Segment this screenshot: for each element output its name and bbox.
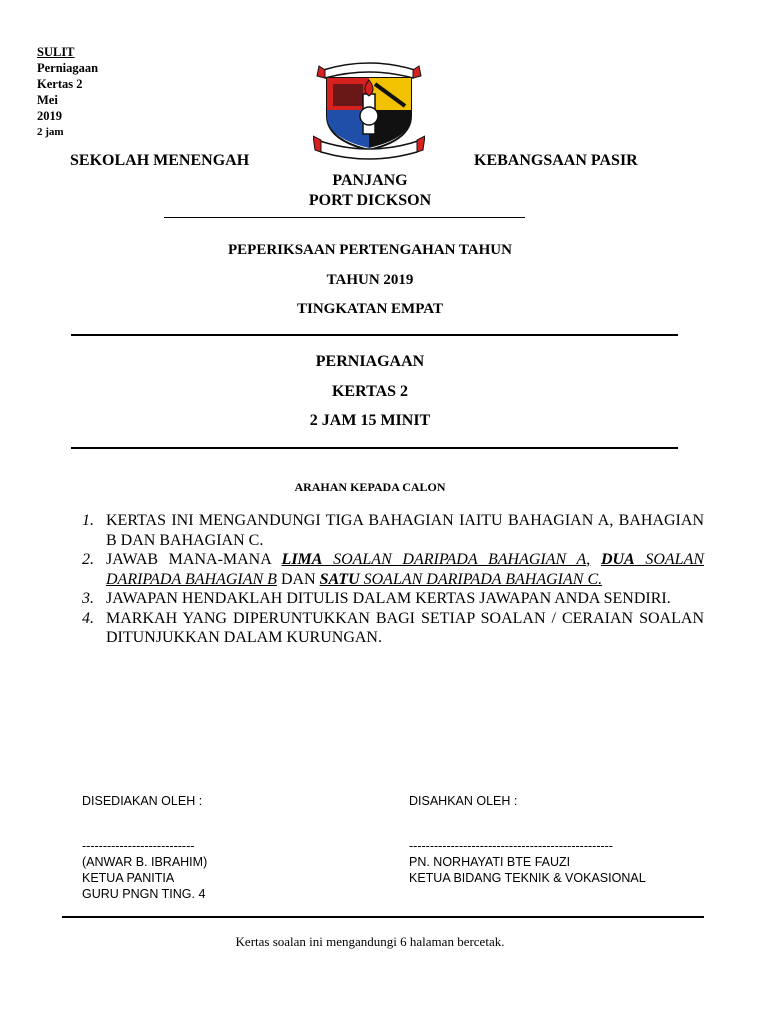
instruction-section-a: SOALAN DARIPADA BAHAGIAN A <box>322 551 587 568</box>
instruction-number: 2. <box>82 551 94 568</box>
duration-label: 2 jam <box>37 126 64 138</box>
confidential-label: SULIT <box>37 45 75 59</box>
prepared-role: GURU PNGN TING. 4 <box>82 887 206 901</box>
prepared-by-label: DISEDIAKAN OLEH : <box>82 794 203 808</box>
instruction-comma: , <box>586 551 591 568</box>
paper-label: Kertas 2 <box>37 77 83 91</box>
approved-by-block <box>409 854 646 886</box>
divider <box>164 217 525 218</box>
instruction-item <box>82 550 704 589</box>
instructions-list <box>82 511 704 648</box>
instructions-heading: ARAHAN KEPADA CALON <box>294 480 446 494</box>
school-crest-icon <box>313 58 425 162</box>
prepared-name: (ANWAR B. IBRAHIM) <box>82 855 208 869</box>
instruction-item <box>82 609 704 648</box>
paper-subject: PERNIAGAAN <box>315 353 425 370</box>
approved-by-label: DISAHKAN OLEH : <box>409 794 518 808</box>
instruction-text: JAWAB MANA-MANA <box>106 551 282 568</box>
instruction-section-c: SOALAN DARIPADA BAHAGIAN C. <box>359 570 603 588</box>
school-location: PORT DICKSON <box>308 192 432 209</box>
instruction-text: KERTAS INI MENGANDUNGI TIGA BAHAGIAN IAITU BAHAGIAN A, BAHAGIAN B DAN BAHAGIAN C. <box>106 512 704 549</box>
instruction-text: MARKAH YANG DIPERUNTUKKAN BAGI SETIAP SOALAN / CERAIAN SOALAN DITUNJUKKAN DALAM KURUNGAN. <box>106 609 704 646</box>
approved-role: KETUA BIDANG TEKNIK & VOKASIONAL <box>409 871 646 885</box>
instruction-number: 3. <box>82 590 94 607</box>
instruction-item <box>82 511 704 550</box>
divider <box>71 334 678 336</box>
instruction-space <box>590 551 601 568</box>
subject-label: Perniagaan <box>37 61 99 75</box>
month-label: Mei <box>37 93 58 107</box>
document-header <box>37 44 98 140</box>
divider <box>71 447 678 449</box>
prepared-role: KETUA PANITIA <box>82 871 175 885</box>
instruction-emphasis: DUA <box>600 551 635 568</box>
instruction-section-b: SOALAN DARIPADA BAHAGIAN B <box>106 551 705 588</box>
school-name-right: KEBANGSAAN PASIR <box>474 152 638 169</box>
instruction-number: 4. <box>82 609 94 627</box>
exam-form: TINGKATAN EMPAT <box>297 301 443 317</box>
instruction-number: 1. <box>82 512 94 529</box>
prepared-signature-line: --------------------------- <box>82 839 195 853</box>
approved-signature-line: ------------------------------------------------- <box>409 839 613 853</box>
prepared-by-block <box>82 854 207 902</box>
exam-title: PEPERIKSAAN PERTENGAHAN TAHUN <box>228 242 512 258</box>
page-count-note: Kertas soalan ini mengandungi 6 halaman bercetak. <box>235 934 505 949</box>
paper-duration: 2 JAM 15 MINIT <box>309 412 431 429</box>
instruction-emphasis: LIMA <box>281 551 323 568</box>
instruction-emphasis: SATU <box>319 570 360 588</box>
school-name-line2: PANJANG <box>332 172 408 189</box>
approved-name: PN. NORHAYATI BTE FAUZI <box>409 855 571 869</box>
exam-year: TAHUN 2019 <box>326 272 414 288</box>
instruction-item <box>82 589 704 609</box>
year-label: 2019 <box>37 109 62 123</box>
divider <box>62 916 704 918</box>
paper-number: KERTAS 2 <box>331 383 409 400</box>
instruction-text: JAWAPAN HENDAKLAH DITULIS DALAM KERTAS JAWAPAN ANDA SENDIRI. <box>106 590 671 607</box>
school-name-left: SEKOLAH MENENGAH <box>70 152 250 169</box>
instruction-text: DAN <box>276 570 320 588</box>
